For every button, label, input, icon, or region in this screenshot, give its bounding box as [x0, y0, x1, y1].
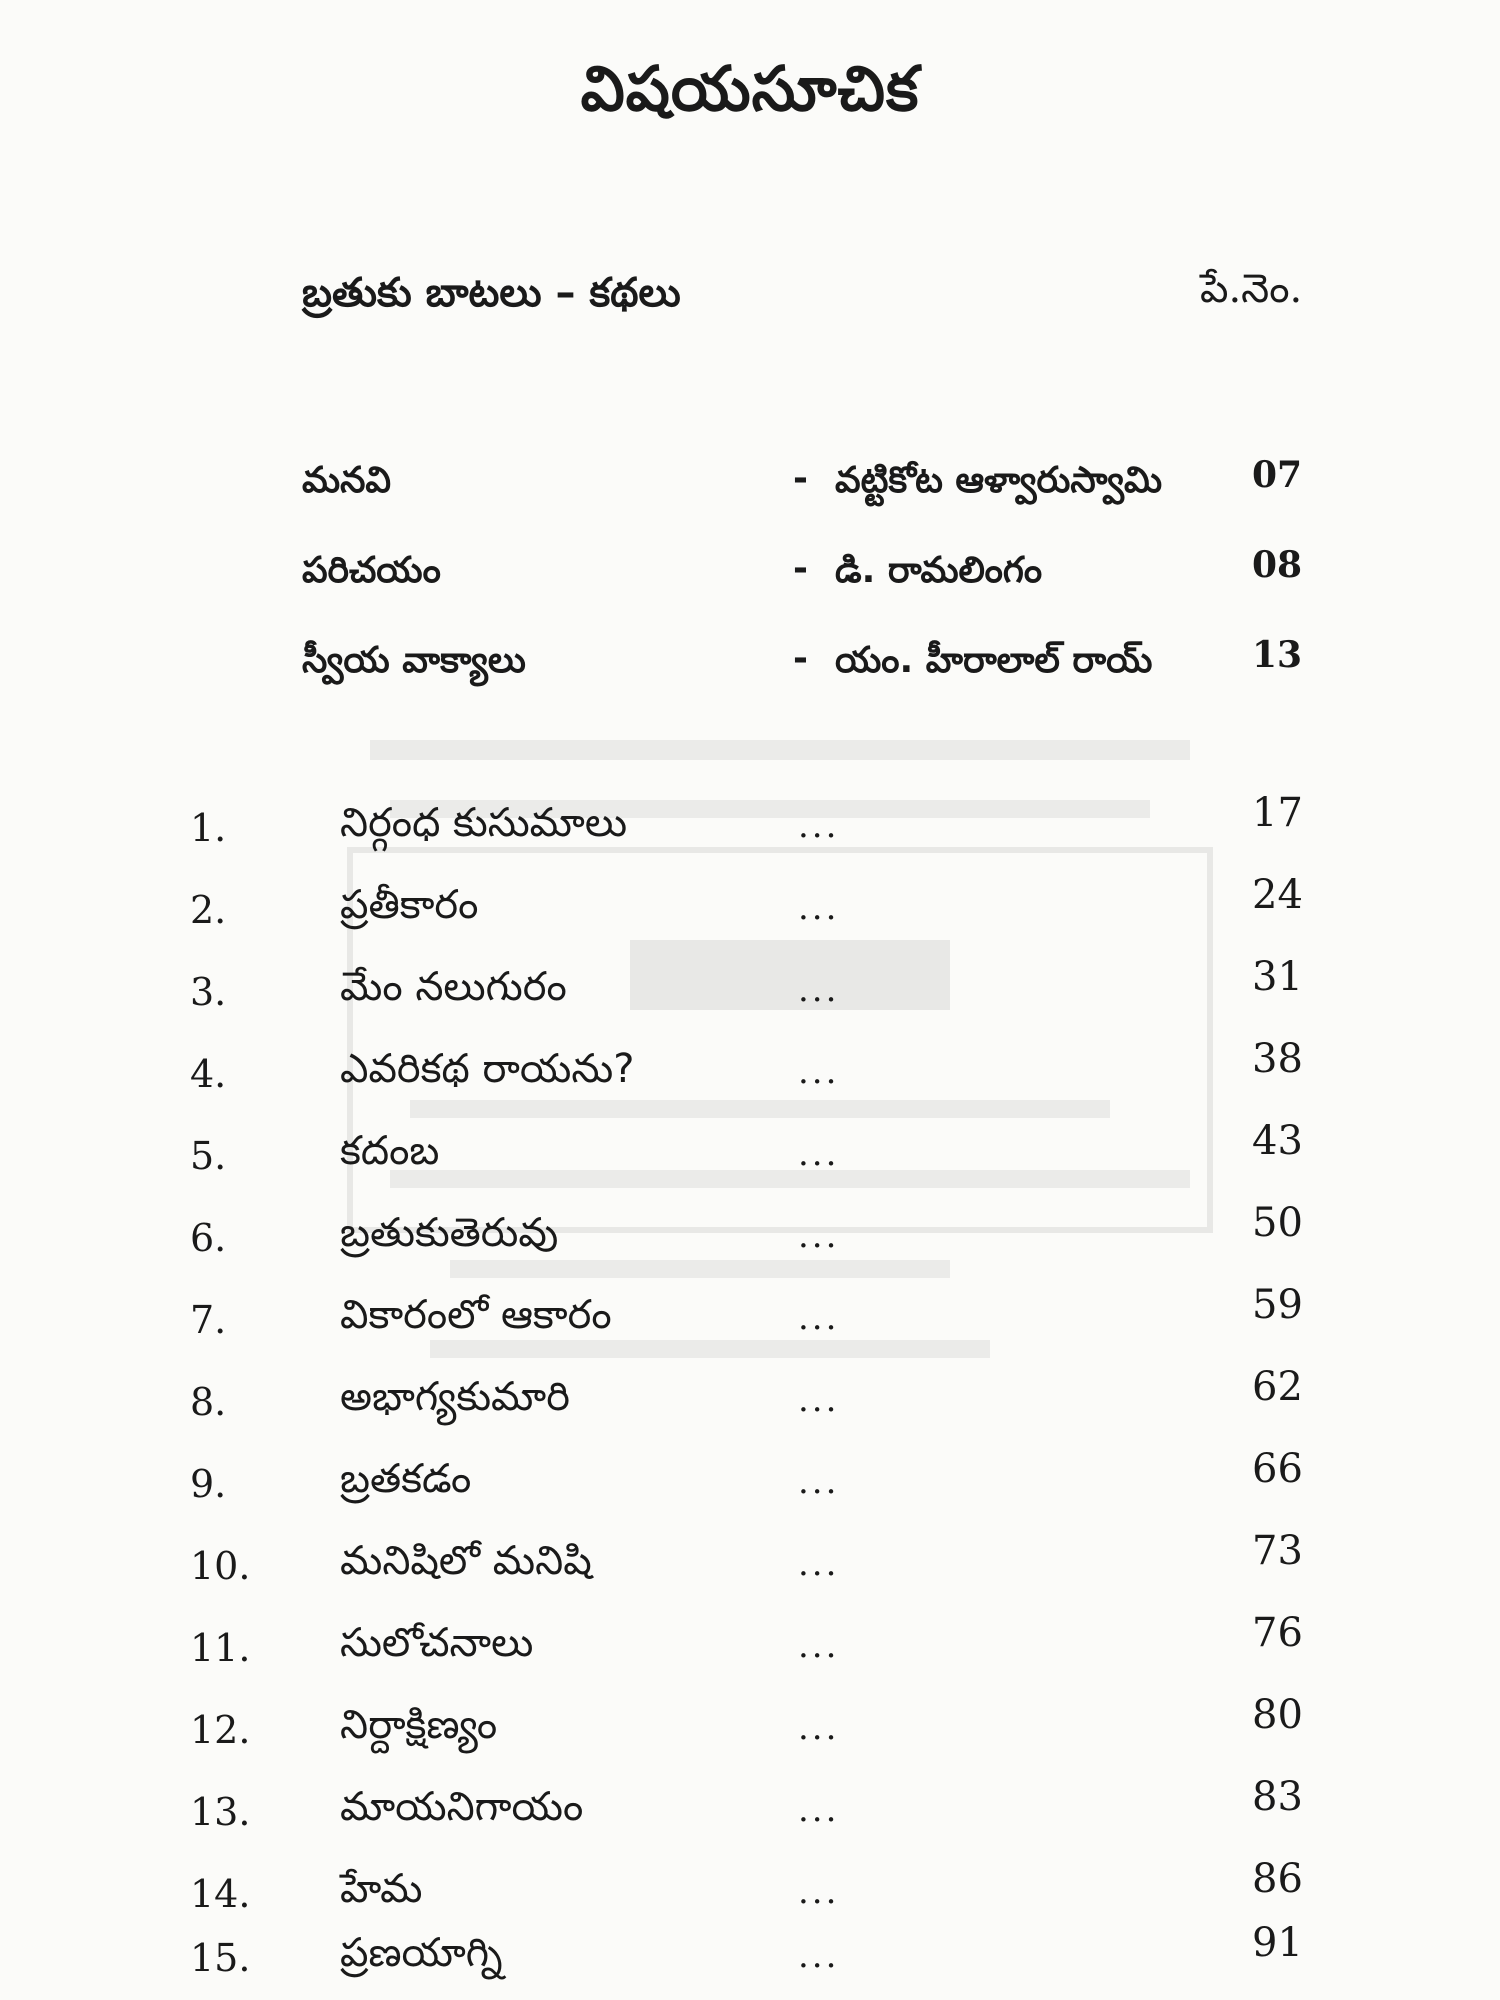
story-page-number: 24 [1252, 872, 1303, 918]
story-title: కదంబ [340, 1128, 440, 1174]
story-title: మేం నలుగురం [340, 964, 567, 1010]
story-leader-dots: ... [798, 1708, 840, 1748]
story-entry [0, 1610, 1500, 1690]
story-leader-dots: ... [798, 1544, 840, 1584]
story-entry [0, 790, 1500, 870]
story-number: 15. [190, 1936, 251, 1980]
story-number: 11. [190, 1626, 251, 1670]
story-number: 5. [190, 1134, 227, 1178]
story-leader-dots: ... [798, 1134, 840, 1174]
entry-dash: - [793, 458, 808, 499]
story-leader-dots: ... [798, 970, 840, 1010]
story-entry [0, 954, 1500, 1034]
front-matter-entry [0, 544, 1500, 610]
story-entry [0, 1200, 1500, 1280]
story-entry [0, 1282, 1500, 1362]
story-page-number: 31 [1252, 954, 1303, 1000]
story-leader-dots: ... [798, 1216, 840, 1256]
entry-author: వట్టికోట ఆళ్వారుస్వామి [835, 460, 1163, 501]
story-number: 2. [190, 888, 227, 932]
page-title: విషయసూచిక [580, 52, 920, 125]
entry-page-number: 13 [1252, 634, 1303, 676]
story-page-number: 43 [1252, 1118, 1303, 1164]
entry-title: పరిచయం [302, 550, 441, 591]
story-number: 1. [190, 806, 227, 850]
story-page-number: 80 [1252, 1692, 1303, 1738]
entry-dash: - [793, 548, 808, 589]
story-title: సులోచనాలు [340, 1620, 534, 1666]
story-entry [0, 1774, 1500, 1854]
story-leader-dots: ... [798, 1790, 840, 1830]
story-entry [0, 1118, 1500, 1198]
story-page-number: 76 [1252, 1610, 1303, 1656]
story-page-number: 38 [1252, 1036, 1303, 1082]
story-page-number: 17 [1252, 790, 1303, 836]
story-leader-dots: ... [798, 1872, 840, 1912]
book-heading: బ్రతుకు బాటలు – కథలు [302, 270, 681, 316]
story-number: 3. [190, 970, 227, 1014]
story-number: 9. [190, 1462, 227, 1506]
story-title: ప్రణయాగ్ని [340, 1930, 503, 1976]
story-title: హేమ [340, 1866, 423, 1912]
story-title: ఎవరికథ రాయను? [340, 1046, 635, 1092]
story-leader-dots: ... [798, 1626, 840, 1666]
story-entry [0, 1446, 1500, 1526]
story-title: బ్రతకడం [340, 1456, 472, 1502]
story-page-number: 86 [1252, 1856, 1303, 1902]
front-matter-entry [0, 454, 1500, 520]
story-leader-dots: ... [798, 1936, 840, 1976]
story-title: నిర్దాక్షిణ్యం [340, 1702, 498, 1748]
entry-author: యం. హీరాలాల్ రాయ్ [835, 640, 1153, 681]
entry-author: డి. రామలింగం [835, 550, 1043, 591]
story-leader-dots: ... [798, 888, 840, 928]
story-page-number: 62 [1252, 1364, 1303, 1410]
entry-page-number: 07 [1252, 454, 1303, 496]
story-page-number: 83 [1252, 1774, 1303, 1820]
story-page-number: 73 [1252, 1528, 1303, 1574]
story-title: బ్రతుకుతెరువు [340, 1210, 559, 1256]
front-matter-entry [0, 634, 1500, 700]
story-entry [0, 1920, 1500, 2000]
story-number: 14. [190, 1872, 251, 1916]
story-title: వికారంలో ఆకారం [340, 1292, 612, 1338]
story-title: అభాగ్యకుమారి [340, 1374, 570, 1420]
story-entry [0, 1692, 1500, 1772]
story-title: మాయనిగాయం [340, 1784, 584, 1830]
story-page-number: 66 [1252, 1446, 1303, 1492]
page-number-column-heading: పే.నెం. [1200, 266, 1303, 312]
story-leader-dots: ... [798, 1462, 840, 1502]
story-leader-dots: ... [798, 1380, 840, 1420]
story-number: 13. [190, 1790, 251, 1834]
story-number: 7. [190, 1298, 227, 1342]
story-leader-dots: ... [798, 806, 840, 846]
story-page-number: 59 [1252, 1282, 1303, 1328]
story-entry [0, 1364, 1500, 1444]
story-entry [0, 1036, 1500, 1116]
story-page-number: 50 [1252, 1200, 1303, 1246]
entry-page-number: 08 [1252, 544, 1303, 586]
story-number: 10. [190, 1544, 251, 1588]
story-entry [0, 1528, 1500, 1608]
story-title: మనిషిలో మనిషి [340, 1538, 592, 1584]
story-title: ప్రతీకారం [340, 882, 479, 928]
story-number: 6. [190, 1216, 227, 1260]
story-page-number: 91 [1252, 1920, 1303, 1966]
story-number: 12. [190, 1708, 251, 1752]
entry-title: స్వీయ వాక్యాలు [302, 640, 526, 681]
story-number: 4. [190, 1052, 227, 1096]
story-leader-dots: ... [798, 1052, 840, 1092]
story-leader-dots: ... [798, 1298, 840, 1338]
entry-title: మనవి [302, 460, 391, 501]
story-number: 8. [190, 1380, 227, 1424]
story-title: నిర్గంధ కుసుమాలు [340, 800, 628, 846]
story-entry [0, 872, 1500, 952]
entry-dash: - [793, 638, 808, 679]
